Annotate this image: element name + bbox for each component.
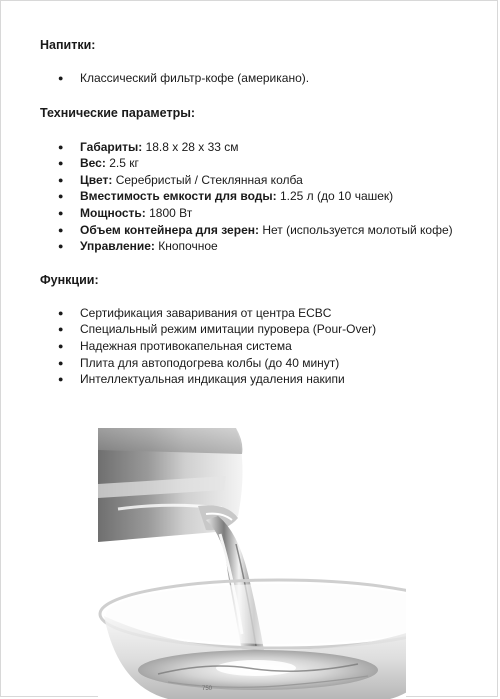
spec-value: Серебристый / Стеклянная колба [112, 172, 303, 187]
functions-list [40, 305, 470, 388]
spec-value: 2.5 кг [105, 156, 139, 171]
spec-value: Кнопочное [154, 239, 218, 254]
list-item: ● Сертификация заваривания от центра ECBC [40, 305, 470, 322]
specs-heading: Технические параметры: [40, 105, 196, 120]
drinks-heading: Напитки: [40, 38, 96, 52]
drinks-list [40, 70, 470, 87]
list-item: ● Классический фильтр-кофе (американо). [40, 70, 470, 87]
spec-value: 1.25 л (до 10 чашек) [276, 189, 394, 204]
pouring-water-image [98, 424, 406, 699]
spec-label: Управление: [80, 239, 155, 254]
spec-value: 18.8 x 28 x 33 см [142, 139, 239, 154]
spec-item-power [40, 205, 470, 222]
spec-item-weight [40, 155, 470, 172]
spec-label: Цвет: [80, 172, 113, 187]
spec-value: 1800 Вт [145, 205, 193, 220]
list-item: ● Плита для автоподогрева колбы (до 40 минут) [40, 355, 470, 372]
scale-mark: 750 [202, 686, 213, 692]
spec-value: Нет (используется молотый кофе) [258, 222, 453, 237]
spec-item-dimensions [40, 139, 470, 156]
list-item: ● Надежная противокапельная система [40, 338, 470, 355]
spec-item-bean-container [40, 222, 470, 239]
list-item: ● Специальный режим имитации пуровера (Pour-Over) [40, 321, 470, 338]
spec-label: Объем контейнера для зерен: [80, 222, 259, 237]
spec-label: Мощность: [80, 205, 146, 220]
list-item: ● Интеллектуальная индикация удаления накипи [40, 371, 470, 388]
spec-label: Габариты: [80, 139, 143, 154]
spec-label: Вес: [80, 156, 106, 171]
spec-item-water-capacity [40, 188, 470, 205]
functions-heading: Функции: [40, 272, 99, 287]
specs-list [40, 139, 470, 255]
spec-label: Вместимость емкости для воды: [80, 189, 277, 204]
spec-item-controls [40, 238, 470, 255]
document-content [40, 28, 470, 388]
spec-item-color [40, 172, 470, 189]
